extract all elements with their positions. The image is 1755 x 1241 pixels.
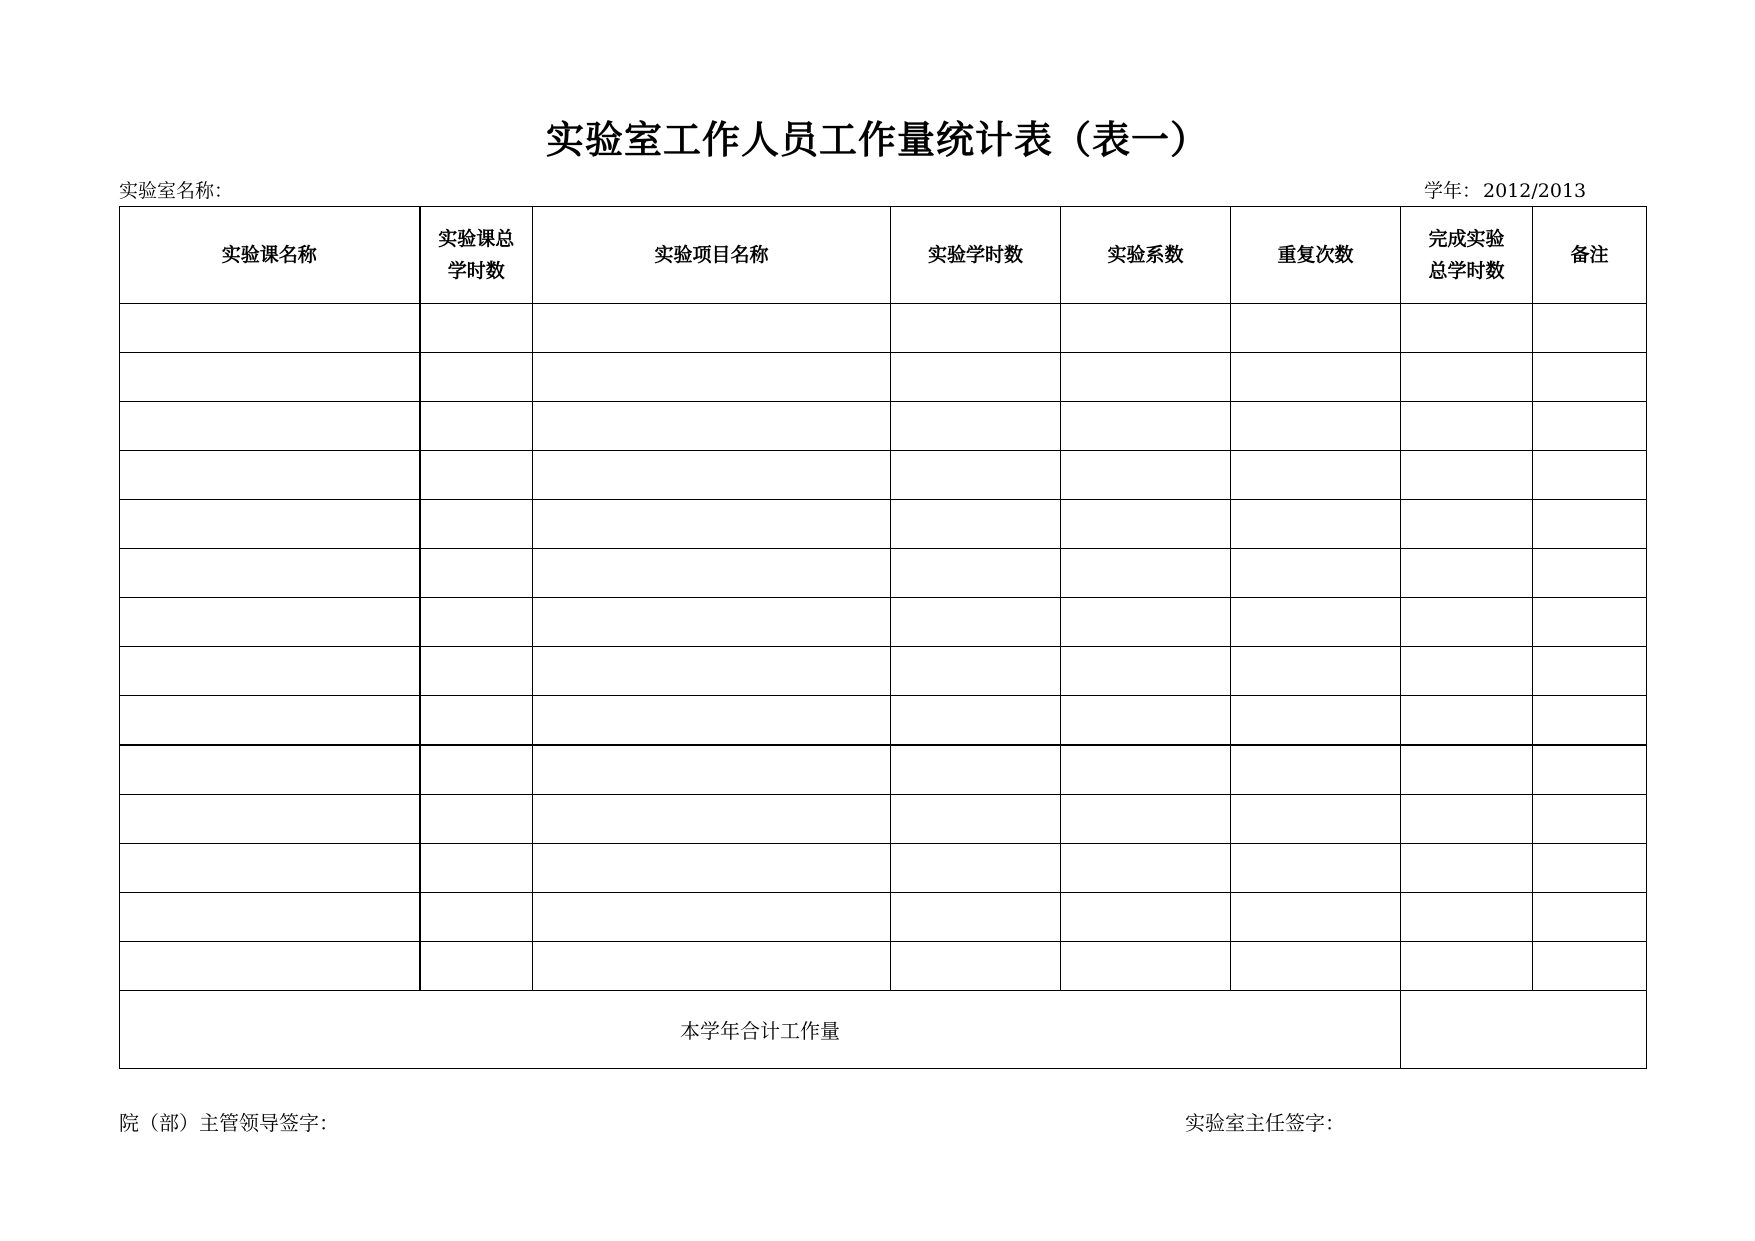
cell-course-name[interactable] [120,696,420,746]
cell-completed-total-hours[interactable] [1401,304,1533,353]
cell-completed-total-hours[interactable] [1401,402,1533,451]
cell-course-total-hours[interactable] [420,353,533,402]
cell-course-total-hours[interactable] [420,745,533,795]
cell-repeat-count[interactable] [1231,745,1401,795]
table-row [120,795,1647,844]
cell-course-total-hours[interactable] [420,549,533,598]
cell-lab-hours[interactable] [891,893,1061,942]
table-row [120,942,1647,991]
header-lab-coefficient: 实验系数 [1061,207,1231,304]
cell-course-name[interactable] [120,451,420,500]
cell-completed-total-hours[interactable] [1401,844,1533,893]
cell-course-name[interactable] [120,893,420,942]
cell-course-total-hours[interactable] [420,304,533,353]
cell-project-name[interactable] [533,598,891,647]
table-row [120,844,1647,893]
cell-repeat-count[interactable] [1231,647,1401,696]
cell-completed-total-hours[interactable] [1401,598,1533,647]
cell-remarks[interactable] [1533,500,1647,549]
cell-remarks[interactable] [1533,696,1647,746]
cell-repeat-count[interactable] [1231,500,1401,549]
total-row [120,991,1647,1069]
cell-repeat-count[interactable] [1231,844,1401,893]
cell-lab-coefficient[interactable] [1061,353,1231,402]
cell-completed-total-hours[interactable] [1401,647,1533,696]
cell-completed-total-hours[interactable] [1401,696,1533,746]
cell-repeat-count[interactable] [1231,402,1401,451]
cell-remarks[interactable] [1533,402,1647,451]
dept-sign-label: 院（部）主管领导签字： [119,1111,339,1135]
cell-remarks[interactable] [1533,598,1647,647]
cell-completed-total-hours[interactable] [1401,353,1533,402]
workload-table [119,206,1647,1069]
cell-course-name[interactable] [120,647,420,696]
header-course-total-hours: 实验课总 学时数 [420,207,533,304]
cell-project-name[interactable] [533,745,891,795]
table-row [120,353,1647,402]
header-repeat-count: 重复次数 [1231,207,1401,304]
cell-lab-coefficient[interactable] [1061,844,1231,893]
cell-project-name[interactable] [533,844,891,893]
cell-lab-coefficient[interactable] [1061,942,1231,991]
cell-lab-hours[interactable] [891,353,1061,402]
table-row [120,402,1647,451]
cell-repeat-count[interactable] [1231,893,1401,942]
cell-project-name[interactable] [533,402,891,451]
cell-remarks[interactable] [1533,304,1647,353]
header-lab-hours: 实验学时数 [891,207,1061,304]
cell-remarks[interactable] [1533,353,1647,402]
total-label: 本学年合计工作量 [120,991,1401,1069]
cell-lab-hours[interactable] [891,696,1061,746]
cell-lab-coefficient[interactable] [1061,795,1231,844]
header-remarks: 备注 [1533,207,1647,304]
cell-course-name[interactable] [120,942,420,991]
cell-remarks[interactable] [1533,745,1647,795]
cell-course-name[interactable] [120,353,420,402]
cell-course-total-hours[interactable] [420,795,533,844]
cell-course-total-hours[interactable] [420,893,533,942]
cell-repeat-count[interactable] [1231,353,1401,402]
cell-course-name[interactable] [120,500,420,549]
header-row [120,207,1647,304]
cell-lab-hours[interactable] [891,549,1061,598]
cell-lab-hours[interactable] [891,451,1061,500]
cell-lab-coefficient[interactable] [1061,402,1231,451]
lab-name-label: 实验室名称： [119,180,234,202]
cell-repeat-count[interactable] [1231,942,1401,991]
cell-course-total-hours[interactable] [420,647,533,696]
cell-project-name[interactable] [533,500,891,549]
cell-remarks[interactable] [1533,942,1647,991]
cell-completed-total-hours[interactable] [1401,795,1533,844]
cell-lab-hours[interactable] [891,402,1061,451]
cell-lab-hours[interactable] [891,647,1061,696]
cell-completed-total-hours[interactable] [1401,549,1533,598]
cell-course-name[interactable] [120,598,420,647]
cell-lab-hours[interactable] [891,500,1061,549]
cell-course-name[interactable] [120,745,420,795]
cell-lab-coefficient[interactable] [1061,549,1231,598]
cell-lab-coefficient[interactable] [1061,745,1231,795]
cell-remarks[interactable] [1533,451,1647,500]
table-row [120,304,1647,353]
cell-project-name[interactable] [533,696,891,746]
table-row [120,893,1647,942]
table-row [120,451,1647,500]
year-value: 2012/2013 [1483,180,1587,202]
cell-course-total-hours[interactable] [420,942,533,991]
cell-course-name[interactable] [120,402,420,451]
cell-project-name[interactable] [533,353,891,402]
table-row [120,500,1647,549]
cell-completed-total-hours[interactable] [1401,745,1533,795]
cell-course-name[interactable] [120,844,420,893]
cell-lab-hours[interactable] [891,304,1061,353]
cell-course-name[interactable] [120,795,420,844]
cell-course-total-hours[interactable] [420,451,533,500]
cell-course-name[interactable] [120,304,420,353]
cell-lab-hours[interactable] [891,844,1061,893]
academic-year [1424,176,1588,203]
cell-remarks[interactable] [1533,647,1647,696]
cell-repeat-count[interactable] [1231,795,1401,844]
cell-repeat-count[interactable] [1231,696,1401,746]
cell-course-total-hours[interactable] [420,402,533,451]
cell-remarks[interactable] [1533,549,1647,598]
cell-lab-hours[interactable] [891,942,1061,991]
cell-completed-total-hours[interactable] [1401,893,1533,942]
year-label: 学年： [1424,180,1482,202]
table-body [120,304,1647,991]
cell-remarks[interactable] [1533,893,1647,942]
header-project-name: 实验项目名称 [533,207,891,304]
table-row [120,696,1647,746]
cell-course-total-hours[interactable] [420,500,533,549]
cell-project-name[interactable] [533,549,891,598]
cell-repeat-count[interactable] [1231,451,1401,500]
cell-completed-total-hours[interactable] [1401,500,1533,549]
cell-lab-coefficient[interactable] [1061,304,1231,353]
cell-course-total-hours[interactable] [420,696,533,746]
cell-repeat-count[interactable] [1231,598,1401,647]
cell-project-name[interactable] [533,795,891,844]
cell-course-name[interactable] [120,549,420,598]
cell-remarks[interactable] [1533,844,1647,893]
cell-lab-coefficient[interactable] [1061,500,1231,549]
table-row [120,647,1647,696]
table-row [120,745,1647,795]
lab-director-sign-label: 实验室主任签字： [1185,1111,1345,1135]
cell-lab-coefficient[interactable] [1061,647,1231,696]
header-course-name: 实验课名称 [120,207,420,304]
cell-lab-coefficient[interactable] [1061,451,1231,500]
cell-project-name[interactable] [533,893,891,942]
cell-completed-total-hours[interactable] [1401,451,1533,500]
cell-project-name[interactable] [533,942,891,991]
total-value-cell[interactable] [1401,991,1647,1069]
table-row [120,598,1647,647]
cell-lab-hours[interactable] [891,745,1061,795]
table-row [120,549,1647,598]
cell-project-name[interactable] [533,451,891,500]
cell-lab-coefficient[interactable] [1061,893,1231,942]
cell-remarks[interactable] [1533,795,1647,844]
cell-lab-coefficient[interactable] [1061,598,1231,647]
cell-course-total-hours[interactable] [420,844,533,893]
cell-repeat-count[interactable] [1231,304,1401,353]
cell-lab-hours[interactable] [891,795,1061,844]
cell-course-total-hours[interactable] [420,598,533,647]
cell-lab-hours[interactable] [891,598,1061,647]
header-completed-total-hours: 完成实验 总学时数 [1401,207,1533,304]
cell-lab-coefficient[interactable] [1061,696,1231,746]
cell-project-name[interactable] [533,304,891,353]
cell-project-name[interactable] [533,647,891,696]
cell-completed-total-hours[interactable] [1401,942,1533,991]
cell-repeat-count[interactable] [1231,549,1401,598]
page-title: 实验室工作人员工作量统计表（表一） [545,118,1209,162]
